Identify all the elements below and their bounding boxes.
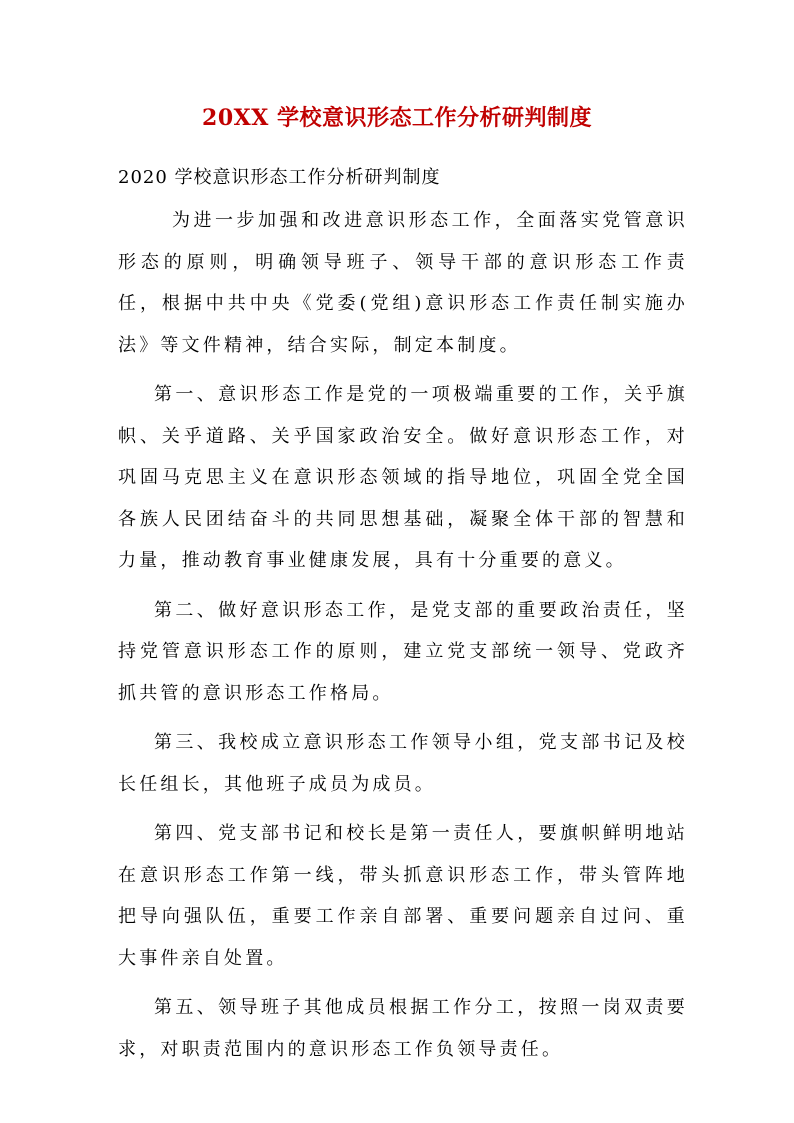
- paragraph-article-3: 第三、我校成立意识形态工作领导小组，党支部书记及校长任组长，其他班子成员为成员。: [118, 732, 688, 795]
- document-subtitle: 2020 学校意识形态工作分析研判制度: [118, 167, 441, 188]
- paragraph-intro: 为进一步加强和改进意识形态工作，全面落实党管意识形态的原则，明确领导班子、领导干部的意识形态工作责任，根据中共中央《党委(党组)意识形态工作责任制实施办法》等文件精神，结合实际，制定本制度。: [118, 210, 688, 356]
- paragraph-article-5: 第五、领导班子其他成员根据工作分工，按照一岗双责要求，对职责范围内的意识形态工作负领导责任。: [118, 997, 688, 1060]
- document-title: 20XX 学校意识形态工作分析研判制度: [202, 105, 592, 131]
- paragraph-article-1: 第一、意识形态工作是党的一项极端重要的工作，关乎旗帜、关乎道路、关乎国家政治安全。做好意识形态工作，对巩固马克思主义在意识形态领域的指导地位，巩固全党全国各族人民团结奋斗的共同思想基础，凝聚全体干部的智慧和力量，推动教育事业健康发展，具有十分重要的意义。: [118, 384, 688, 571]
- paragraph-article-4: 第四、党支部书记和校长是第一责任人，要旗帜鲜明地站在意识形态工作第一线，带头抓意识形态工作，带头管阵地把导向强队伍，重要工作亲自部署、重要问题亲自过问、重大事件亲自处置。: [118, 823, 688, 969]
- document-body: [118, 200, 688, 1078]
- paragraph-article-2: 第二、做好意识形态工作，是党支部的重要政治责任，坚持党管意识形态工作的原则，建立党支部统一领导、党政齐抓共管的意识形态工作格局。: [118, 599, 688, 704]
